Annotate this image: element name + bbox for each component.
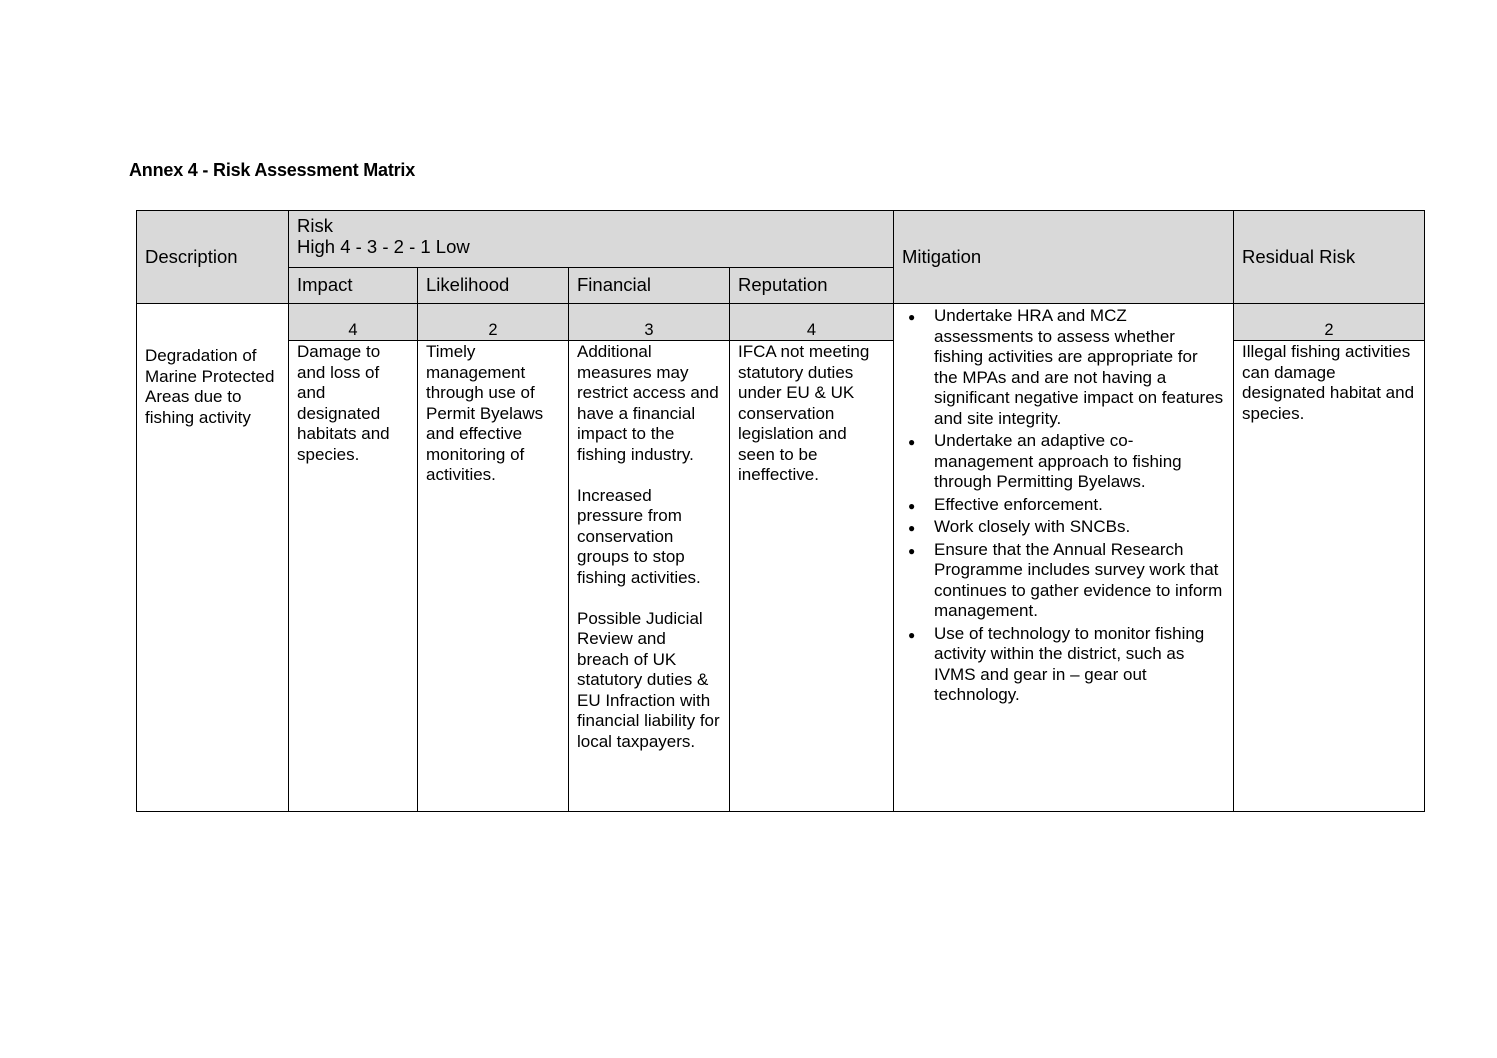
- mitigation-list: [906, 306, 1225, 706]
- financial-paragraph: Additional measures may restrict access and have a financial impact to the fishing industry.: [577, 342, 719, 464]
- header-impact: Impact: [289, 268, 418, 304]
- mitigation-item-text: Work closely with SNCBs.: [934, 517, 1131, 536]
- mitigation-item: [906, 495, 1225, 516]
- header-financial: Financial: [569, 268, 730, 304]
- mitigation-item-text: Effective enforcement.: [934, 494, 1103, 514]
- description-cell: Degradation of Marine Protected Areas due to fishing activity: [137, 304, 289, 812]
- mitigation-item-text: Ensure that the Annual Research Programme includes survey work that continues to gather evidence to inform management.: [934, 539, 1223, 620]
- bullet-icon: ●: [908, 521, 916, 535]
- mitigation-item: [906, 517, 1225, 538]
- mitigation-item: [906, 624, 1225, 706]
- bullet-icon: ●: [908, 498, 916, 513]
- page-title: Annex 4 - Risk Assessment Matrix: [129, 160, 416, 180]
- score-row: [137, 304, 1425, 341]
- header-risk: [289, 211, 894, 268]
- header-row-1: [137, 211, 1425, 268]
- mitigation-item: [906, 431, 1225, 493]
- residual-cell: Illegal fishing activities can damage designated habitat and species.: [1234, 341, 1425, 812]
- mitigation-item-text: Undertake an adaptive co-management approach to fishing through Permitting Byelaws.: [934, 431, 1182, 491]
- impact-score: 4: [289, 304, 418, 341]
- bullet-icon: ●: [908, 435, 916, 449]
- header-reputation: Reputation: [730, 268, 894, 304]
- mitigation-item-text: Undertake HRA and MCZ assessments to assess whether fishing activities are appropriate for the MPAs and are not having a significant negative impact on features and site integrity.: [934, 306, 1224, 428]
- reputation-cell: IFCA not meeting statutory duties under EU & UK conservation legislation and seen to be ineffective.: [730, 341, 894, 812]
- bullet-icon: ●: [908, 543, 916, 558]
- reputation-score: 4: [730, 304, 894, 341]
- mitigation-item: [906, 306, 1225, 429]
- bullet-icon: ●: [908, 310, 916, 324]
- financial-paragraph: Possible Judicial Review and breach of UK statutory duties & EU Infraction with financial liability for local taxpayers.: [577, 608, 720, 751]
- mitigation-cell: [894, 304, 1234, 812]
- bullet-icon: ●: [908, 627, 916, 642]
- header-risk-scale: High 4 - 3 - 2 - 1 Low: [297, 235, 470, 257]
- mitigation-item-text: Use of technology to monitor fishing activity within the district, such as IVMS and gear in – gear out technology.: [934, 623, 1205, 704]
- risk-assessment-table: [136, 210, 1425, 812]
- impact-cell: Damage to and loss of and designated habitats and species.: [289, 341, 418, 812]
- likelihood-cell: Timely management through use of Permit Byelaws and effective monitoring of activities.: [418, 341, 569, 812]
- likelihood-score: 2: [418, 304, 569, 341]
- header-residual-risk: Residual Risk: [1234, 211, 1425, 304]
- residual-score: 2: [1234, 304, 1425, 341]
- header-likelihood: Likelihood: [418, 268, 569, 304]
- header-description: Description: [137, 211, 289, 304]
- financial-cell: [569, 341, 730, 812]
- mitigation-item: [906, 540, 1225, 622]
- header-mitigation: Mitigation: [894, 211, 1234, 304]
- financial-score: 3: [569, 304, 730, 341]
- financial-paragraph: Increased pressure from conservation groups to stop fishing activities.: [577, 485, 701, 587]
- header-risk-label: Risk: [297, 215, 333, 236]
